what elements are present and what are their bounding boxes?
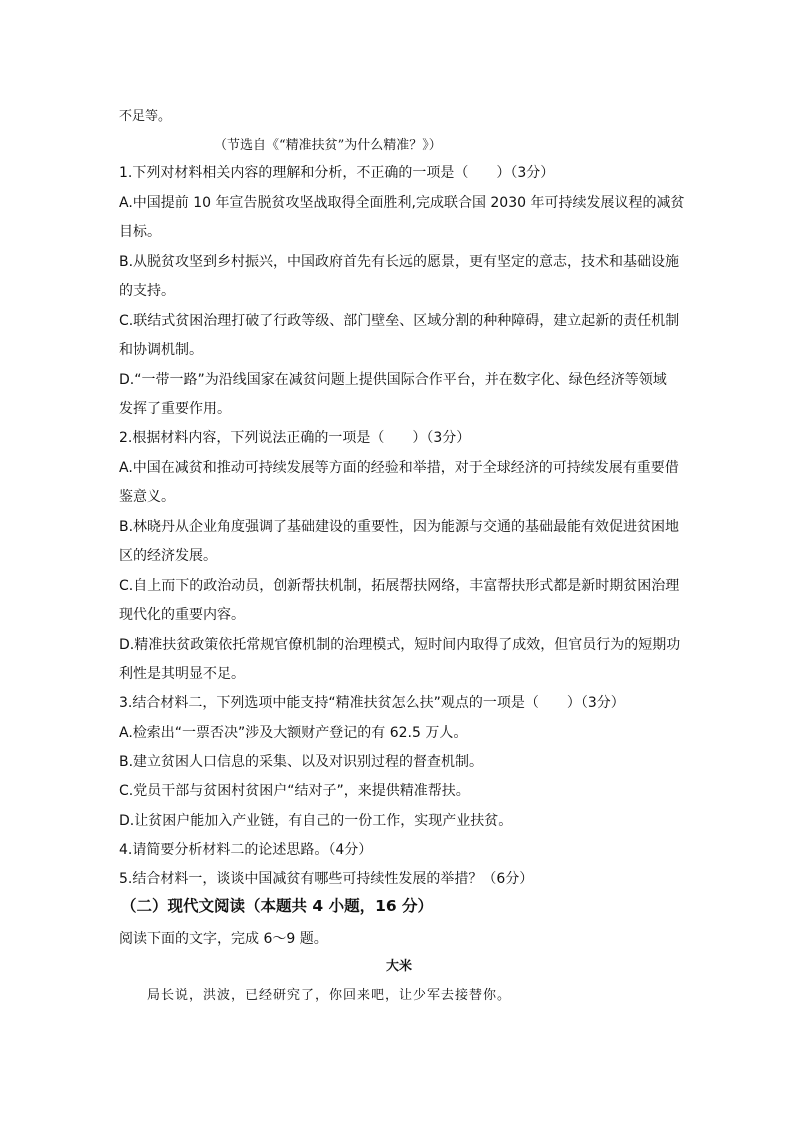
q1-option-c-line1: C.联结式贫困治理打破了行政等级、部门壁垒、区域分割的种种障碍，建立起新的责任机制 <box>119 313 680 329</box>
section-heading: （二）现代文阅读（本题共 4 小题，16 分） <box>121 897 434 915</box>
q1-option-a-line2: 目标。 <box>119 224 161 240</box>
q1-option-c-line2: 和协调机制。 <box>119 342 203 358</box>
source-citation: （节选自《“精准扶贫”为什么精准？》） <box>214 138 442 153</box>
q3-option-a: A.检索出“一票否决”涉及大额财产登记的有 62.5 万人。 <box>119 725 468 741</box>
q1-option-d-line1: D.“一带一路”为沿线国家在减贫问题上提供国际合作平台，并在数字化、绿色经济等领域 <box>119 372 667 388</box>
story-title: 大米 <box>385 959 412 974</box>
q2-option-a-line1: A.中国在减贫和推动可持续发展等方面的经验和举措，对于全球经济的可持续发展有重要借 <box>119 460 679 476</box>
q1-option-a-line1: A.中国提前 10 年宣告脱贫攻坚战取得全面胜利,完成联合国 2030 年可持续发展议程的减贫 <box>119 195 685 211</box>
q2-option-a-line2: 鉴意义。 <box>119 489 175 505</box>
question-3-stem: 3.结合材料二，下列选项中能支持“精准扶贫怎么扶”观点的一项是（ ）（3分） <box>119 695 625 711</box>
q2-option-d-line2: 利性是其明显不足。 <box>119 666 245 682</box>
story-first-line: 局长说，洪波，已经研究了，你回来吧，让少军去接替你。 <box>147 988 512 1003</box>
question-1-stem: 1.下列对材料相关内容的理解和分析，不正确的一项是（ ）（3分） <box>119 165 555 181</box>
q2-option-c-line1: C.自上而下的政治动员，创新帮扶机制，拓展帮扶网络，丰富帮扶形式都是新时期贫困治理 <box>119 578 680 594</box>
question-5-stem: 5.结合材料一，谈谈中国减贫有哪些可持续性发展的举措？（6分） <box>119 871 534 887</box>
q1-option-b-line1: B.从脱贫攻坚到乡村振兴，中国政府首先有长远的愿景，更有坚定的意志，技术和基础设施 <box>119 254 680 270</box>
q3-option-c: C.党员干部与贫困村贫困户“结对子”，来提供精准帮扶。 <box>119 783 470 799</box>
question-4-stem: 4.请简要分析材料二的论述思路。（4分） <box>119 842 373 858</box>
q3-option-b: B.建立贫困人口信息的采集、以及对识别过程的督查机制。 <box>119 754 484 770</box>
q2-option-b-line2: 区的经济发展。 <box>119 548 217 564</box>
reading-instruction: 阅读下面的文字，完成 6～9 题。 <box>119 931 328 947</box>
question-2-stem: 2.根据材料内容，下列说法正确的一项是（ ）（3分） <box>119 430 471 446</box>
q2-option-c-line2: 现代化的重要内容。 <box>119 607 245 623</box>
q3-option-d: D.让贫困户能加入产业链，有自己的一份工作，实现产业扶贫。 <box>119 813 513 829</box>
q2-option-d-line1: D.精准扶贫政策依托常规官僚机制的治理模式，短时间内取得了成效，但官员行为的短期功 <box>119 637 681 653</box>
q2-option-b-line1: B.林晓丹从企业角度强调了基础建设的重要性，因为能源与交通的基础最能有效促进贫困地 <box>119 519 680 535</box>
intro-tail: 不足等。 <box>119 109 172 124</box>
q1-option-b-line2: 的支持。 <box>119 283 175 299</box>
q1-option-d-line2: 发挥了重要作用。 <box>119 401 231 417</box>
